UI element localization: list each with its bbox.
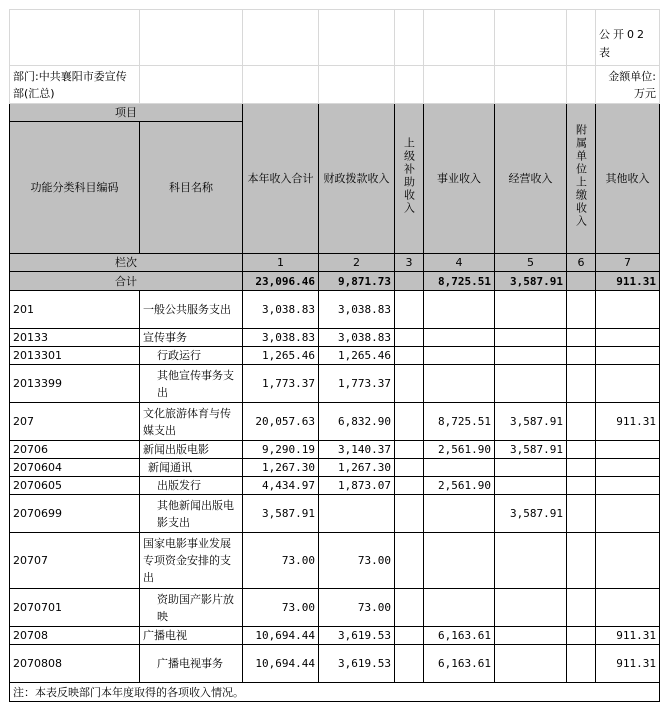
row-code: 2013399 <box>10 365 140 403</box>
row-other <box>596 477 660 495</box>
header-code: 功能分类科目编码 <box>10 122 140 254</box>
row-operating <box>495 533 567 589</box>
row-business <box>424 533 495 589</box>
column-number: 1 <box>243 254 319 272</box>
row-total-income: 4,434.97 <box>243 477 319 495</box>
row-affiliated <box>567 589 596 627</box>
row-name: 广播电视 <box>140 627 243 645</box>
row-superior-subsidy <box>395 459 424 477</box>
row-affiliated <box>567 645 596 683</box>
row-total-income: 10,694.44 <box>243 627 319 645</box>
column-number: 5 <box>495 254 567 272</box>
row-operating <box>495 645 567 683</box>
total-total-income: 23,096.46 <box>243 272 319 291</box>
row-business: 2,561.90 <box>424 477 495 495</box>
table-row <box>10 403 660 441</box>
row-affiliated <box>567 441 596 459</box>
row-fiscal: 3,038.83 <box>319 291 395 329</box>
row-code: 20133 <box>10 329 140 347</box>
row-name: 文化旅游体育与传媒支出 <box>140 403 243 441</box>
row-name: 新闻出版电影 <box>140 441 243 459</box>
row-name: 国家电影事业发展专项资金安排的支出 <box>140 533 243 589</box>
row-name: 宣传事务 <box>140 329 243 347</box>
row-fiscal: 3,619.53 <box>319 645 395 683</box>
header-superior-subsidy <box>395 104 424 254</box>
row-other <box>596 441 660 459</box>
row-name: 广播电视事务 <box>140 645 243 683</box>
row-affiliated <box>567 365 596 403</box>
total-label: 合计 <box>10 272 243 291</box>
row-code: 20708 <box>10 627 140 645</box>
total-other: 911.31 <box>596 272 660 291</box>
table-body <box>10 10 660 702</box>
row-code: 2070701 <box>10 589 140 627</box>
header-other: 其他收入 <box>596 104 660 254</box>
row-fiscal: 73.00 <box>319 533 395 589</box>
row-fiscal: 3,140.37 <box>319 441 395 459</box>
column-number: 3 <box>395 254 424 272</box>
row-affiliated <box>567 477 596 495</box>
table-row <box>10 329 660 347</box>
row-operating: 3,587.91 <box>495 441 567 459</box>
row-total-income: 10,694.44 <box>243 645 319 683</box>
row-superior-subsidy <box>395 627 424 645</box>
row-total-income: 9,290.19 <box>243 441 319 459</box>
row-superior-subsidy <box>395 329 424 347</box>
row-superior-subsidy <box>395 645 424 683</box>
row-other <box>596 589 660 627</box>
row-total-income: 20,057.63 <box>243 403 319 441</box>
row-code: 20707 <box>10 533 140 589</box>
row-name: 新闻通讯 <box>140 459 243 477</box>
row-fiscal: 3,619.53 <box>319 627 395 645</box>
table-row <box>10 627 660 645</box>
row-other <box>596 495 660 533</box>
row-other: 911.31 <box>596 645 660 683</box>
header-affiliated <box>567 104 596 254</box>
row-operating <box>495 291 567 329</box>
row-other <box>596 459 660 477</box>
column-number: 6 <box>567 254 596 272</box>
header-superior-subsidy-text: 上级补助收入 <box>402 137 416 215</box>
column-number: 7 <box>596 254 660 272</box>
row-other <box>596 533 660 589</box>
row-superior-subsidy <box>395 347 424 365</box>
row-fiscal: 1,265.46 <box>319 347 395 365</box>
table-row <box>10 495 660 533</box>
total-superior-subsidy <box>395 272 424 291</box>
table-note: 注：本表反映部门本年度取得的各项收入情况。 <box>10 683 660 702</box>
header-total-income: 本年收入合计 <box>243 104 319 254</box>
row-total-income: 3,038.83 <box>243 291 319 329</box>
row-name: 其他宣传事务支出 <box>140 365 243 403</box>
row-fiscal: 1,773.37 <box>319 365 395 403</box>
row-fiscal: 3,038.83 <box>319 329 395 347</box>
row-business <box>424 329 495 347</box>
row-code: 2070808 <box>10 645 140 683</box>
department-label: 部门:中共襄阳市委宣传部(汇总) <box>10 66 140 104</box>
row-fiscal: 73.00 <box>319 589 395 627</box>
row-total-income: 3,587.91 <box>243 495 319 533</box>
row-business <box>424 365 495 403</box>
header-business: 事业收入 <box>424 104 495 254</box>
row-superior-subsidy <box>395 533 424 589</box>
row-name: 一般公共服务支出 <box>140 291 243 329</box>
header-name: 科目名称 <box>140 122 243 254</box>
unit-label: 金额单位:万元 <box>596 66 660 104</box>
row-code: 2070604 <box>10 459 140 477</box>
total-business: 8,725.51 <box>424 272 495 291</box>
column-label: 栏次 <box>10 254 243 272</box>
row-code: 2013301 <box>10 347 140 365</box>
row-other: 911.31 <box>596 627 660 645</box>
row-operating: 3,587.91 <box>495 403 567 441</box>
form-code: 公开02表 <box>596 10 660 66</box>
row-other <box>596 347 660 365</box>
row-fiscal: 6,832.90 <box>319 403 395 441</box>
row-name: 行政运行 <box>140 347 243 365</box>
row-affiliated <box>567 347 596 365</box>
row-business <box>424 291 495 329</box>
row-business: 6,163.61 <box>424 627 495 645</box>
row-name: 出版发行 <box>140 477 243 495</box>
table-row <box>10 477 660 495</box>
row-code: 201 <box>10 291 140 329</box>
table-row <box>10 645 660 683</box>
table-row <box>10 533 660 589</box>
row-operating <box>495 477 567 495</box>
row-superior-subsidy <box>395 477 424 495</box>
row-operating <box>495 459 567 477</box>
row-name: 其他新闻出版电影支出 <box>140 495 243 533</box>
header-project: 项目 <box>10 104 243 122</box>
row-superior-subsidy <box>395 495 424 533</box>
row-operating: 3,587.91 <box>495 495 567 533</box>
row-operating <box>495 627 567 645</box>
row-operating <box>495 365 567 403</box>
table-row <box>10 347 660 365</box>
row-superior-subsidy <box>395 291 424 329</box>
row-total-income: 3,038.83 <box>243 329 319 347</box>
column-number: 2 <box>319 254 395 272</box>
header-operating: 经营收入 <box>495 104 567 254</box>
row-affiliated <box>567 533 596 589</box>
row-affiliated <box>567 291 596 329</box>
row-name: 资助国产影片放映 <box>140 589 243 627</box>
row-code: 2070605 <box>10 477 140 495</box>
row-superior-subsidy <box>395 365 424 403</box>
row-affiliated <box>567 403 596 441</box>
income-table <box>9 9 660 702</box>
row-affiliated <box>567 329 596 347</box>
row-code: 207 <box>10 403 140 441</box>
row-other <box>596 365 660 403</box>
row-fiscal: 1,267.30 <box>319 459 395 477</box>
row-operating <box>495 329 567 347</box>
total-affiliated <box>567 272 596 291</box>
row-operating <box>495 589 567 627</box>
row-superior-subsidy <box>395 403 424 441</box>
row-business: 8,725.51 <box>424 403 495 441</box>
row-business: 6,163.61 <box>424 645 495 683</box>
total-fiscal: 9,871.73 <box>319 272 395 291</box>
row-code: 2070699 <box>10 495 140 533</box>
row-total-income: 73.00 <box>243 589 319 627</box>
row-superior-subsidy <box>395 441 424 459</box>
row-business <box>424 589 495 627</box>
header-affiliated-text: 附属单位上缴收入 <box>574 124 588 228</box>
table-row <box>10 441 660 459</box>
row-operating <box>495 347 567 365</box>
table-row <box>10 365 660 403</box>
row-total-income: 73.00 <box>243 533 319 589</box>
row-total-income: 1,267.30 <box>243 459 319 477</box>
row-other: 911.31 <box>596 403 660 441</box>
column-number: 4 <box>424 254 495 272</box>
row-code: 20706 <box>10 441 140 459</box>
table-row <box>10 589 660 627</box>
table-row <box>10 459 660 477</box>
row-fiscal: 1,873.07 <box>319 477 395 495</box>
row-business <box>424 347 495 365</box>
row-superior-subsidy <box>395 589 424 627</box>
row-affiliated <box>567 459 596 477</box>
row-fiscal <box>319 495 395 533</box>
row-other <box>596 291 660 329</box>
row-total-income: 1,773.37 <box>243 365 319 403</box>
total-operating: 3,587.91 <box>495 272 567 291</box>
table-row <box>10 291 660 329</box>
row-business <box>424 495 495 533</box>
row-affiliated <box>567 627 596 645</box>
row-other <box>596 329 660 347</box>
row-total-income: 1,265.46 <box>243 347 319 365</box>
row-affiliated <box>567 495 596 533</box>
row-business: 2,561.90 <box>424 441 495 459</box>
row-business <box>424 459 495 477</box>
header-fiscal: 财政拨款收入 <box>319 104 395 254</box>
